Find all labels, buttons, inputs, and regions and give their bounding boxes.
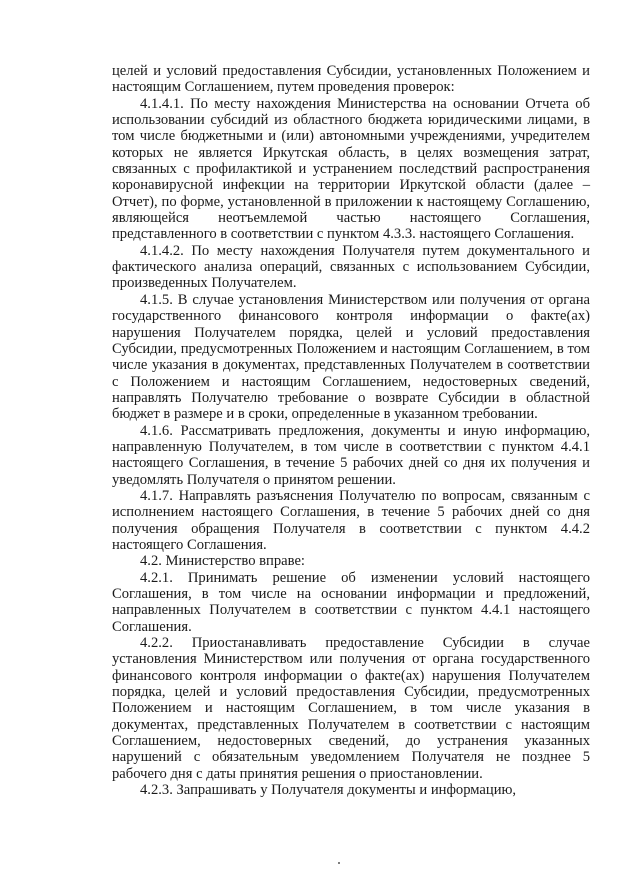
paragraph-4-1-7: 4.1.7. Направлять разъяснения Получателю по вопросам, связанным с исполнением настоящего Соглашения, в течение 5 рабочих дней со дня получения обращения Получателя в соответствии с пунктом 4.4.2 настоящего Соглашения.: [112, 487, 590, 553]
paragraph-4-2: 4.2. Министерство вправе:: [140, 553, 305, 570]
paragraph-4-2-1: 4.2.1. Принимать решение об изменении условий настоящего Соглашения, в том числе на основании информации и предложений, направленных Получателем в соответствии с пунктом 4.4.1 настоящего Соглашения.: [112, 569, 590, 635]
paragraph-continuation: целей и условий предоставления Субсидии, установленных Положением и настоящим Соглашением, путем проведения проверок:: [112, 63, 590, 96]
scan-speck: [338, 862, 340, 864]
paragraph-4-1-6: 4.1.6. Рассматривать предложения, документы и иную информацию, направленную Получателем, в том числе в соответствии с пунктом 4.4.1 настоящего Соглашения, в течение 5 рабочих дней со дня их получения и уведомлять Получателя о принятом решении.: [112, 422, 590, 488]
paragraph-4-1-4-2: 4.1.4.2. По месту нахождения Получателя путем документального и фактического анализа операций, связанных с использованием Субсидии, произведенных Получателем.: [112, 242, 590, 292]
document-page: [112, 63, 590, 798]
paragraph-4-1-4-1: 4.1.4.1. По месту нахождения Министерства на основании Отчета об использовании субсидий из областного бюджета юридическими лицами, в том числе бюджетными и (или) автономными учреждениями, учредителем которых не является Иркутская область, в целях возмещения затрат, связанных с профилактикой и устранением последствий распространения коронавирусной инфекции на территории Иркутской области (далее – Отчет), по форме, установленной в приложении к настоящему Соглашению, являющейся неотъемлемой частью настоящего Соглашения, представленного в соответствии с пунктом 4.3.3. настоящего Соглашения.: [112, 95, 590, 243]
paragraph-4-2-2: 4.2.2. Приостанавливать предоставление Субсидии в случае установления Министерством или получения от органа государственного финансового контроля информации о факте(ах) нарушения Получателем порядка, целей и условий предоставления Субсидии, предусмотренных Положением и настоящим Соглашением, в том числе указания в документах, представленных Получателем в соответствии с настоящим Соглашением, недостоверных сведений, до устранения указанных нарушений с обязательным уведомлением Получателя не позднее 5 рабочего дня с даты принятия решения о приостановлении.: [112, 635, 590, 782]
paragraph-4-1-5: 4.1.5. В случае установления Министерством или получения от органа государственного финансового контроля информации о факте(ах) нарушения Получателем порядка, целей и условий предоставления Субсидии, предусмотренных Положением и настоящим Соглашением, в том числе указания в документах, представленных Получателем в соответствии с Положением и настоящим Соглашением, недостоверных сведений, направлять Получателю требование о возврате Субсидии в областной бюджет в размере и в сроки, определенные в указанном требовании.: [112, 291, 590, 423]
paragraph-4-2-3: 4.2.3. Запрашивать у Получателя документы и информацию,: [140, 782, 517, 799]
